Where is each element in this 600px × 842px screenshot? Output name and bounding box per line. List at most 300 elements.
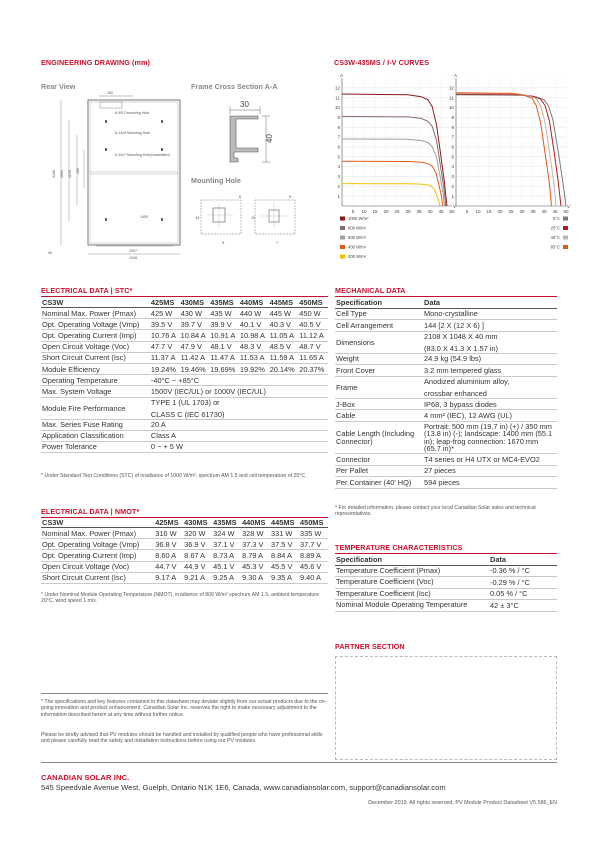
nmot-header-cell: CS3W: [42, 518, 64, 527]
mech-spec: Cell Arrangement: [336, 320, 394, 330]
iv-series-line: [342, 184, 440, 206]
mechanical-note: * For detailed information, please contact your local Canadian Solar sales and technical representatives.: [335, 505, 536, 518]
stc-cell: 19.69%: [210, 364, 236, 374]
iv-y-tick: 2: [451, 183, 454, 189]
iv-x-tick: 20: [497, 209, 503, 214]
iv-x-tick: 40: [427, 209, 433, 214]
mech-spec: Front Cover: [336, 366, 376, 376]
nmot-cell: 37.5 V: [271, 539, 293, 549]
mech-data: [423, 477, 557, 489]
stc-cell: 11.59 A: [269, 353, 295, 363]
iv-x-tick: 45: [438, 209, 444, 214]
stc-cell: 20.14%: [269, 364, 295, 374]
iv-legend-swatch: [563, 217, 568, 221]
stc-cell: 435 W: [210, 308, 232, 318]
iv-y-unit: A: [454, 73, 458, 78]
stc-row-label: Nominal Max. Power (Pmax): [42, 308, 137, 318]
nmot-cell: 9.17 A: [155, 573, 177, 583]
iv-x-tick: 10: [361, 209, 367, 214]
mech-row: [335, 320, 557, 332]
iv-x-tick: 50: [449, 209, 455, 214]
nmot-row: [41, 550, 328, 561]
iv-legend-label: 45°C: [550, 235, 560, 240]
iv-x-unit: V: [567, 204, 570, 209]
dim-2108: 2108: [52, 170, 56, 178]
iv-y-tick: 8: [337, 124, 340, 130]
mounting-hole-label: Mounting Hole: [191, 176, 241, 185]
mech-spec: Connector: [336, 454, 371, 464]
dim-1007: 1007: [129, 249, 137, 253]
frame-cross-drawing: [216, 96, 280, 172]
stc-header-cell: CS3W: [42, 298, 64, 307]
mech-data-line: 24.9 kg (54.9 lbs): [424, 354, 482, 364]
install-hole-text: 6-10x7 Mounting Hole(Installation): [115, 153, 170, 157]
nmot-header-cell: 430MS: [184, 518, 208, 527]
iv-legend-swatch: [563, 236, 568, 240]
iv-x-tick: 40: [541, 209, 547, 214]
mech-data: [423, 365, 557, 377]
stc-cell: 48.1 V: [210, 342, 232, 352]
mech-spec: Frame: [336, 382, 358, 392]
dim-180: 180: [107, 91, 113, 95]
iv-x-tick: 15: [372, 209, 378, 214]
iv-y-tick: 9: [451, 114, 454, 120]
nmot-header-cell: 435MS: [213, 518, 237, 527]
mech-data: [423, 376, 557, 398]
stc-cell: 19.24%: [150, 364, 176, 374]
stc-spec-value-line: -40°C ~ +85°C: [150, 375, 200, 385]
nmot-cell: 9.40 A: [299, 573, 321, 583]
nmot-title: ELECTRICAL DATA | NMOT*: [41, 507, 140, 516]
stc-cell: 11.12 A: [299, 330, 324, 340]
mounting-hole-drawing: [193, 186, 303, 256]
stc-cell: 425 W: [150, 308, 173, 318]
nmot-cell: 37.7 V: [299, 539, 322, 549]
iv-legend-label: 800 W/m²: [348, 225, 367, 231]
dim-10: 10: [251, 215, 256, 220]
nmot-cell: 45.3 V: [242, 562, 264, 572]
nmot-cell: 320 W: [184, 528, 206, 538]
company-address: 545 Speedvale Avenue West, Guelph, Ontario N1K 1E6, Canada, www.canadiansolar.com, support@canadiansolar.com: [41, 783, 446, 792]
iv-x-tick: 45: [552, 209, 558, 214]
copyright: December 2019. All rights reserved, PV Module Product Datasheet V5.586_EN: [368, 800, 557, 806]
iv-legend-label: 600 W/m²: [348, 235, 367, 240]
iv-x-tick: 35: [416, 209, 422, 214]
grounding-hole-text: 6-Φ5 Grounding Hole: [115, 111, 150, 115]
frame-cross-label: Frame Cross Section A-A: [191, 82, 278, 91]
stc-cell: 39.9 V: [210, 319, 232, 329]
stc-cell: 11.65 A: [299, 353, 324, 363]
iv-x-tick: 35: [530, 209, 536, 214]
stc-cell: 39.7 V: [180, 319, 202, 329]
iv-x-tick: 15: [486, 209, 492, 214]
dim-1048: 1048: [129, 256, 137, 260]
mechanical-table: [335, 298, 557, 489]
iv-legend-swatch: [563, 226, 568, 230]
stc-cell: 48.5 V: [269, 342, 291, 352]
stc-cell: 11.53 A: [239, 353, 265, 363]
nmot-cell: 37.3 V: [242, 539, 264, 549]
stc-row-label: Max. Series Fuse Rating: [42, 420, 123, 430]
stc-row-label: Power Tolerance: [42, 442, 97, 452]
mech-spec: Cable: [336, 411, 356, 421]
iv-x-tick: 50: [563, 209, 569, 214]
iv-y-tick: 10: [448, 105, 454, 111]
mech-data: [423, 308, 557, 320]
nmot-note: * Under Nominal Module Operating Temperature (NMOT), irradiance of 800 W/m² spectrum AM 1.5, ambient temperature 20°C, wind speed 1 m/s.: [41, 592, 319, 605]
mounting-hole-text: 8-14x9 Mounting Hole: [115, 131, 151, 135]
stc-header-cell: 440MS: [239, 298, 264, 307]
stc-rule: [41, 296, 328, 297]
mech-data-line: IP68, 3 bypass diodes: [424, 399, 497, 409]
iv-legend-label: 25°C: [550, 225, 560, 231]
mech-data-line: 3.2 mm tempered glass: [424, 366, 502, 376]
nmot-cell: 9.25 A: [213, 573, 235, 583]
iv-x-tick: 30: [519, 209, 525, 214]
electrical-stc-table: [41, 298, 328, 453]
nmot-cell: 36.9 V: [184, 539, 206, 549]
stc-spec-value: [150, 441, 328, 452]
nmot-cell: 8.73 A: [213, 550, 235, 560]
nmot-row: [41, 528, 328, 539]
engineering-title: ENGINEERING DRAWING (mm): [41, 58, 151, 67]
iv-series-line: [342, 94, 447, 206]
nmot-cell: 8.84 A: [271, 550, 292, 560]
temp-header-cell: Data: [490, 555, 507, 565]
iv-x-unit: V: [453, 204, 457, 209]
nmot-header-cell: 425MS: [155, 518, 179, 527]
nmot-row: [41, 572, 328, 583]
iv-y-tick: 12: [448, 85, 454, 91]
stc-header-row: [41, 298, 328, 308]
disclaimer-p1: * The specifications and key features contained in this datasheet may deviate slightly from our actual products due to the on-going innovation and product enhancement. Canadian Solar Inc. reserves the right to make necessary adjustment to the information described herein at any time without further notice.: [41, 699, 327, 718]
nmot-row: [41, 561, 328, 572]
stc-spec-value-line: 0 ~ + 5 W: [150, 442, 183, 452]
iv-y-tick: 1: [451, 193, 454, 199]
nmot-cell: 44.9 V: [184, 562, 206, 572]
mech-row: [335, 422, 557, 454]
dim-40b: 40: [265, 134, 274, 143]
stc-cell: 40.3 V: [269, 319, 291, 329]
stc-cell: 10.98 A: [239, 330, 265, 340]
stc-cell: 19.92%: [239, 364, 265, 374]
iv-legend-label: 65°C: [550, 244, 560, 250]
nmot-cell: 335 W: [299, 528, 322, 538]
stc-row-label: Application Classification: [42, 431, 124, 441]
mech-data: [423, 422, 557, 454]
mech-data: [423, 353, 557, 365]
stc-row-label: Opt. Operating Voltage (Vmp): [42, 319, 140, 329]
rear-view-drawing: [41, 88, 189, 260]
mech-data-line: (83.0 X 41.3 X 1.57 in): [424, 343, 498, 353]
mech-row: [335, 454, 557, 466]
mech-data: [423, 320, 557, 332]
iv-series-line: [456, 93, 551, 206]
partner-title: PARTNER SECTION: [335, 642, 405, 651]
mech-data: [423, 331, 557, 353]
iv-x-tick: 30: [405, 209, 411, 214]
stc-cell: 11.05 A: [269, 330, 295, 340]
temp-header-row: [335, 555, 557, 565]
stc-spec-row: [41, 397, 328, 419]
nmot-cell: 8.79 A: [242, 550, 264, 560]
mech-spec: Dimensions: [336, 337, 375, 347]
disclaimer-p2: Please be kindly advised that PV modules should be handled and installed by qualified people who have professional skills and please carefully read the safety and installation instructions before using our PV modules.: [41, 732, 323, 745]
stc-cell: 11.47 A: [210, 353, 235, 363]
stc-cell: 10.91 A: [210, 330, 236, 340]
stc-spec-row: [41, 386, 328, 397]
stc-row: [41, 341, 328, 352]
stc-row: [41, 319, 328, 330]
stc-spec-value: [150, 430, 328, 441]
temp-data-line: -0.29 % / °C: [490, 577, 530, 587]
stc-spec-value: [150, 386, 328, 397]
mech-row: [335, 353, 557, 365]
stc-spec-value: [150, 397, 328, 419]
iv-y-tick: 9: [337, 114, 340, 120]
mech-spec: Per Container (40' HQ): [336, 478, 412, 488]
temp-spec: Nominal Module Operating Temperature: [336, 600, 468, 610]
stc-cell: 11.42 A: [180, 353, 206, 363]
iv-curves-title: CS3W-435MS / I-V CURVES: [334, 58, 430, 67]
iv-y-tick: 5: [337, 154, 340, 160]
stc-cell: 430 W: [180, 308, 202, 318]
nmot-cell: 44.7 V: [155, 562, 177, 572]
nmot-row-label: Opt. Operating Voltage (Vmp): [42, 539, 140, 549]
mech-data-line: 2108 X 1048 X 40 mm: [424, 331, 498, 341]
iv-x-tick: 20: [383, 209, 389, 214]
iv-y-unit: A: [340, 73, 344, 78]
iv-legend-swatch: [340, 226, 345, 230]
nmot-cell: 331 W: [271, 528, 293, 538]
stc-spec-row: [41, 441, 328, 452]
temp-spec: Temperature Coefficient (Voc): [336, 577, 434, 587]
stc-row-label: Opt. Operating Current (Imp): [42, 330, 137, 340]
mech-data-line: 594 pieces: [424, 478, 460, 488]
stc-spec-value-line: 1500V (IEC/UL) or 1000V (IEC/UL): [150, 386, 266, 396]
mech-data: [423, 410, 557, 422]
temp-row: [335, 577, 557, 589]
iv-legend-swatch: [563, 245, 568, 249]
mech-data-line: 144 [2 X (12 X 6) ]: [424, 320, 484, 330]
stc-cell: 19.46%: [180, 364, 206, 374]
iv-y-tick: 1: [337, 193, 340, 199]
stc-cell: 48.7 V: [299, 342, 321, 352]
dim-1400: 1400: [140, 215, 148, 219]
temp-row: [335, 565, 557, 577]
iv-y-tick: 3: [337, 174, 340, 180]
nmot-cell: 9.21 A: [184, 573, 206, 583]
company-name: CANADIAN SOLAR INC.: [41, 773, 130, 782]
mech-data: [423, 454, 557, 466]
mech-data-line: Anodized aluminium alloy,: [424, 376, 510, 386]
stc-header-cell: 435MS: [210, 298, 234, 307]
iv-y-tick: 11: [335, 95, 340, 101]
stc-row: [41, 330, 328, 341]
iv-series-line: [456, 93, 556, 206]
iv-y-tick: 6: [337, 144, 340, 150]
iv-series-line: [456, 94, 561, 206]
mech-spec: Cable Length (Including Connector): [336, 428, 415, 446]
iv-legend-label: 1000 W/m²: [348, 216, 369, 221]
stc-cell: 40.1 V: [239, 319, 262, 329]
stc-header-cell: 425MS: [150, 298, 175, 307]
mech-data-line: Mono-crystalline: [424, 309, 478, 319]
stc-row-label: Max. System Voltage: [42, 386, 112, 396]
nmot-cell: 9.30 A: [242, 573, 264, 583]
temperature-title: TEMPERATURE CHARACTERISTICS: [335, 543, 463, 552]
iv-y-tick: 6: [451, 144, 454, 150]
electrical-nmot-table: [41, 518, 328, 584]
mech-row: [335, 477, 557, 489]
mech-row: [335, 365, 557, 377]
nmot-cell: 45.6 V: [299, 562, 322, 572]
stc-spec-value: [150, 419, 328, 430]
stc-cell: 10.84 A: [180, 330, 206, 340]
temp-data-line: -0.36 % / °C: [490, 566, 530, 576]
iv-x-tick: 10: [475, 209, 481, 214]
temp-row: [335, 600, 557, 612]
mech-data-line: 4 mm² (IEC), 12 AWG (UL): [424, 411, 513, 421]
temperature-table: [335, 555, 557, 612]
nmot-cell: 328 W: [242, 528, 264, 538]
temp-header-cell: Specification: [336, 555, 382, 565]
iv-y-tick: 7: [337, 134, 340, 140]
mech-spec: Per Pallet: [336, 466, 369, 476]
stc-header-cell: 450MS: [299, 298, 323, 307]
disclaimer-rule-top: [41, 693, 328, 694]
temp-data-line: 0.05 % / °C: [490, 589, 528, 599]
nmot-cell: 8.60 A: [155, 550, 177, 560]
dim-1850: 1850: [60, 170, 64, 178]
nmot-cell: 8.67 A: [184, 550, 206, 560]
temp-row: [335, 588, 557, 600]
nmot-row-label: Nominal Max. Power (Pmax): [42, 528, 137, 538]
stc-cell: 48.3 V: [239, 342, 262, 352]
mech-header-row: [335, 298, 557, 308]
iv-y-tick: 4: [337, 164, 340, 170]
temp-data: [489, 588, 557, 600]
iv-x-tick: 5: [351, 209, 355, 214]
nmot-row-label: Opt. Operating Current (Imp): [42, 550, 137, 560]
nmot-cell: 36.8 V: [155, 539, 177, 549]
nmot-cell: 8.89 A: [299, 550, 321, 560]
stc-note: * Under Standard Test Conditions (STC) of irradiance of 1000 W/m², spectrum AM 1.5 and cell temperature of 25°C.: [41, 473, 307, 479]
dim-1155: 1155: [68, 170, 72, 178]
stc-cell: 47.7 V: [150, 342, 173, 352]
stc-spec-value-line: CLASS C (IEC 61730): [150, 409, 225, 419]
stc-row-label: Module Efficiency: [42, 364, 100, 374]
temp-data: [489, 600, 557, 612]
stc-row-label: Short Circuit Current (Isc): [42, 353, 126, 363]
nmot-cell: 316 W: [155, 528, 177, 538]
nmot-cell: 45.1 V: [213, 562, 235, 572]
temp-data: [489, 565, 557, 577]
mechanical-rule: [335, 296, 557, 297]
iv-curves-chart: [328, 70, 570, 266]
iv-legend-swatch: [340, 255, 345, 259]
iv-legend-label: 200 W/m²: [348, 254, 367, 259]
nmot-row-label: Open Circuit Voltage (Voc): [42, 562, 130, 572]
temp-data-line: 42 ± 3°C: [490, 601, 519, 611]
stc-spec-value-line: 20 A: [150, 420, 166, 430]
nmot-header-cell: 445MS: [271, 518, 295, 527]
stc-title: ELECTRICAL DATA | STC*: [41, 286, 133, 295]
stc-spec-row: [41, 375, 328, 386]
mechanical-title: MECHANICAL DATA: [335, 286, 406, 295]
temperature-rule: [335, 553, 557, 554]
iv-y-tick: 10: [334, 105, 340, 111]
stc-cell: 47.9 V: [180, 342, 202, 352]
nmot-row: [41, 539, 328, 550]
dim-6: 6: [239, 194, 242, 199]
mech-data: [423, 398, 557, 410]
rear-view-label: Rear View: [41, 82, 76, 91]
stc-cell: 40.5 V: [299, 319, 321, 329]
mech-data-line: 27 pieces: [424, 466, 456, 476]
stc-cell: 20.37%: [299, 364, 325, 374]
stc-row: [41, 308, 328, 319]
iv-legend-swatch: [340, 217, 345, 221]
temp-spec: Temperature Coefficient (Isc): [336, 588, 431, 598]
iv-x-tick: 25: [508, 209, 514, 214]
iv-legend-swatch: [340, 245, 345, 249]
iv-legend-swatch: [340, 236, 345, 240]
mech-row: [335, 331, 557, 353]
mech-row: [335, 398, 557, 410]
temp-spec: Temperature Coefficient (Pmax): [336, 565, 441, 575]
mech-row: [335, 376, 557, 398]
stc-cell: 440 W: [239, 308, 262, 318]
iv-y-tick: 7: [451, 134, 454, 140]
stc-cell: 10.76 A: [150, 330, 176, 340]
mech-row: [335, 308, 557, 320]
iv-y-tick: 2: [337, 183, 340, 189]
nmot-cell: 324 W: [213, 528, 235, 538]
temp-data: [489, 577, 557, 589]
stc-spec-value-line: TYPE 1 (UL 1703) or: [150, 397, 220, 407]
iv-y-tick: 11: [449, 95, 454, 101]
mech-header-cell: Specification: [336, 298, 382, 308]
dim-7: 7: [276, 240, 279, 245]
stc-row-label: Open Circuit Voltage (Voc): [42, 342, 130, 352]
stc-cell: 11.37 A: [150, 353, 176, 363]
nmot-cell: 37.1 V: [213, 539, 235, 549]
mech-header-cell: Data: [424, 298, 441, 308]
stc-row-label: Operating Temperature: [42, 375, 118, 385]
stc-cell: 39.5 V: [150, 319, 173, 329]
nmot-header-row: [41, 518, 328, 528]
dim-30: 30: [240, 100, 249, 109]
dim-5: 5: [289, 194, 292, 199]
mech-data-line: T4 series or H4 UTX or MC4-EVO2: [424, 454, 540, 464]
mech-spec: Cell Type: [336, 309, 367, 319]
iv-legend-label: 5°C: [552, 216, 560, 221]
dim-14: 14: [195, 215, 200, 220]
stc-header-cell: 445MS: [269, 298, 294, 307]
dim-40: 40: [48, 251, 52, 255]
dim-400: 400: [76, 168, 80, 174]
iv-x-tick: 5: [465, 209, 469, 214]
mech-data-line: crossbar enhanced: [424, 388, 487, 398]
mech-data: [423, 465, 557, 477]
mech-row: [335, 410, 557, 422]
stc-row-label: Module Fire Performance: [42, 403, 126, 413]
iv-y-tick: 5: [451, 154, 454, 160]
nmot-row-label: Short Circuit Current (Isc): [42, 573, 126, 583]
nmot-cell: 9.35 A: [271, 573, 292, 583]
iv-y-tick: 3: [451, 174, 454, 180]
